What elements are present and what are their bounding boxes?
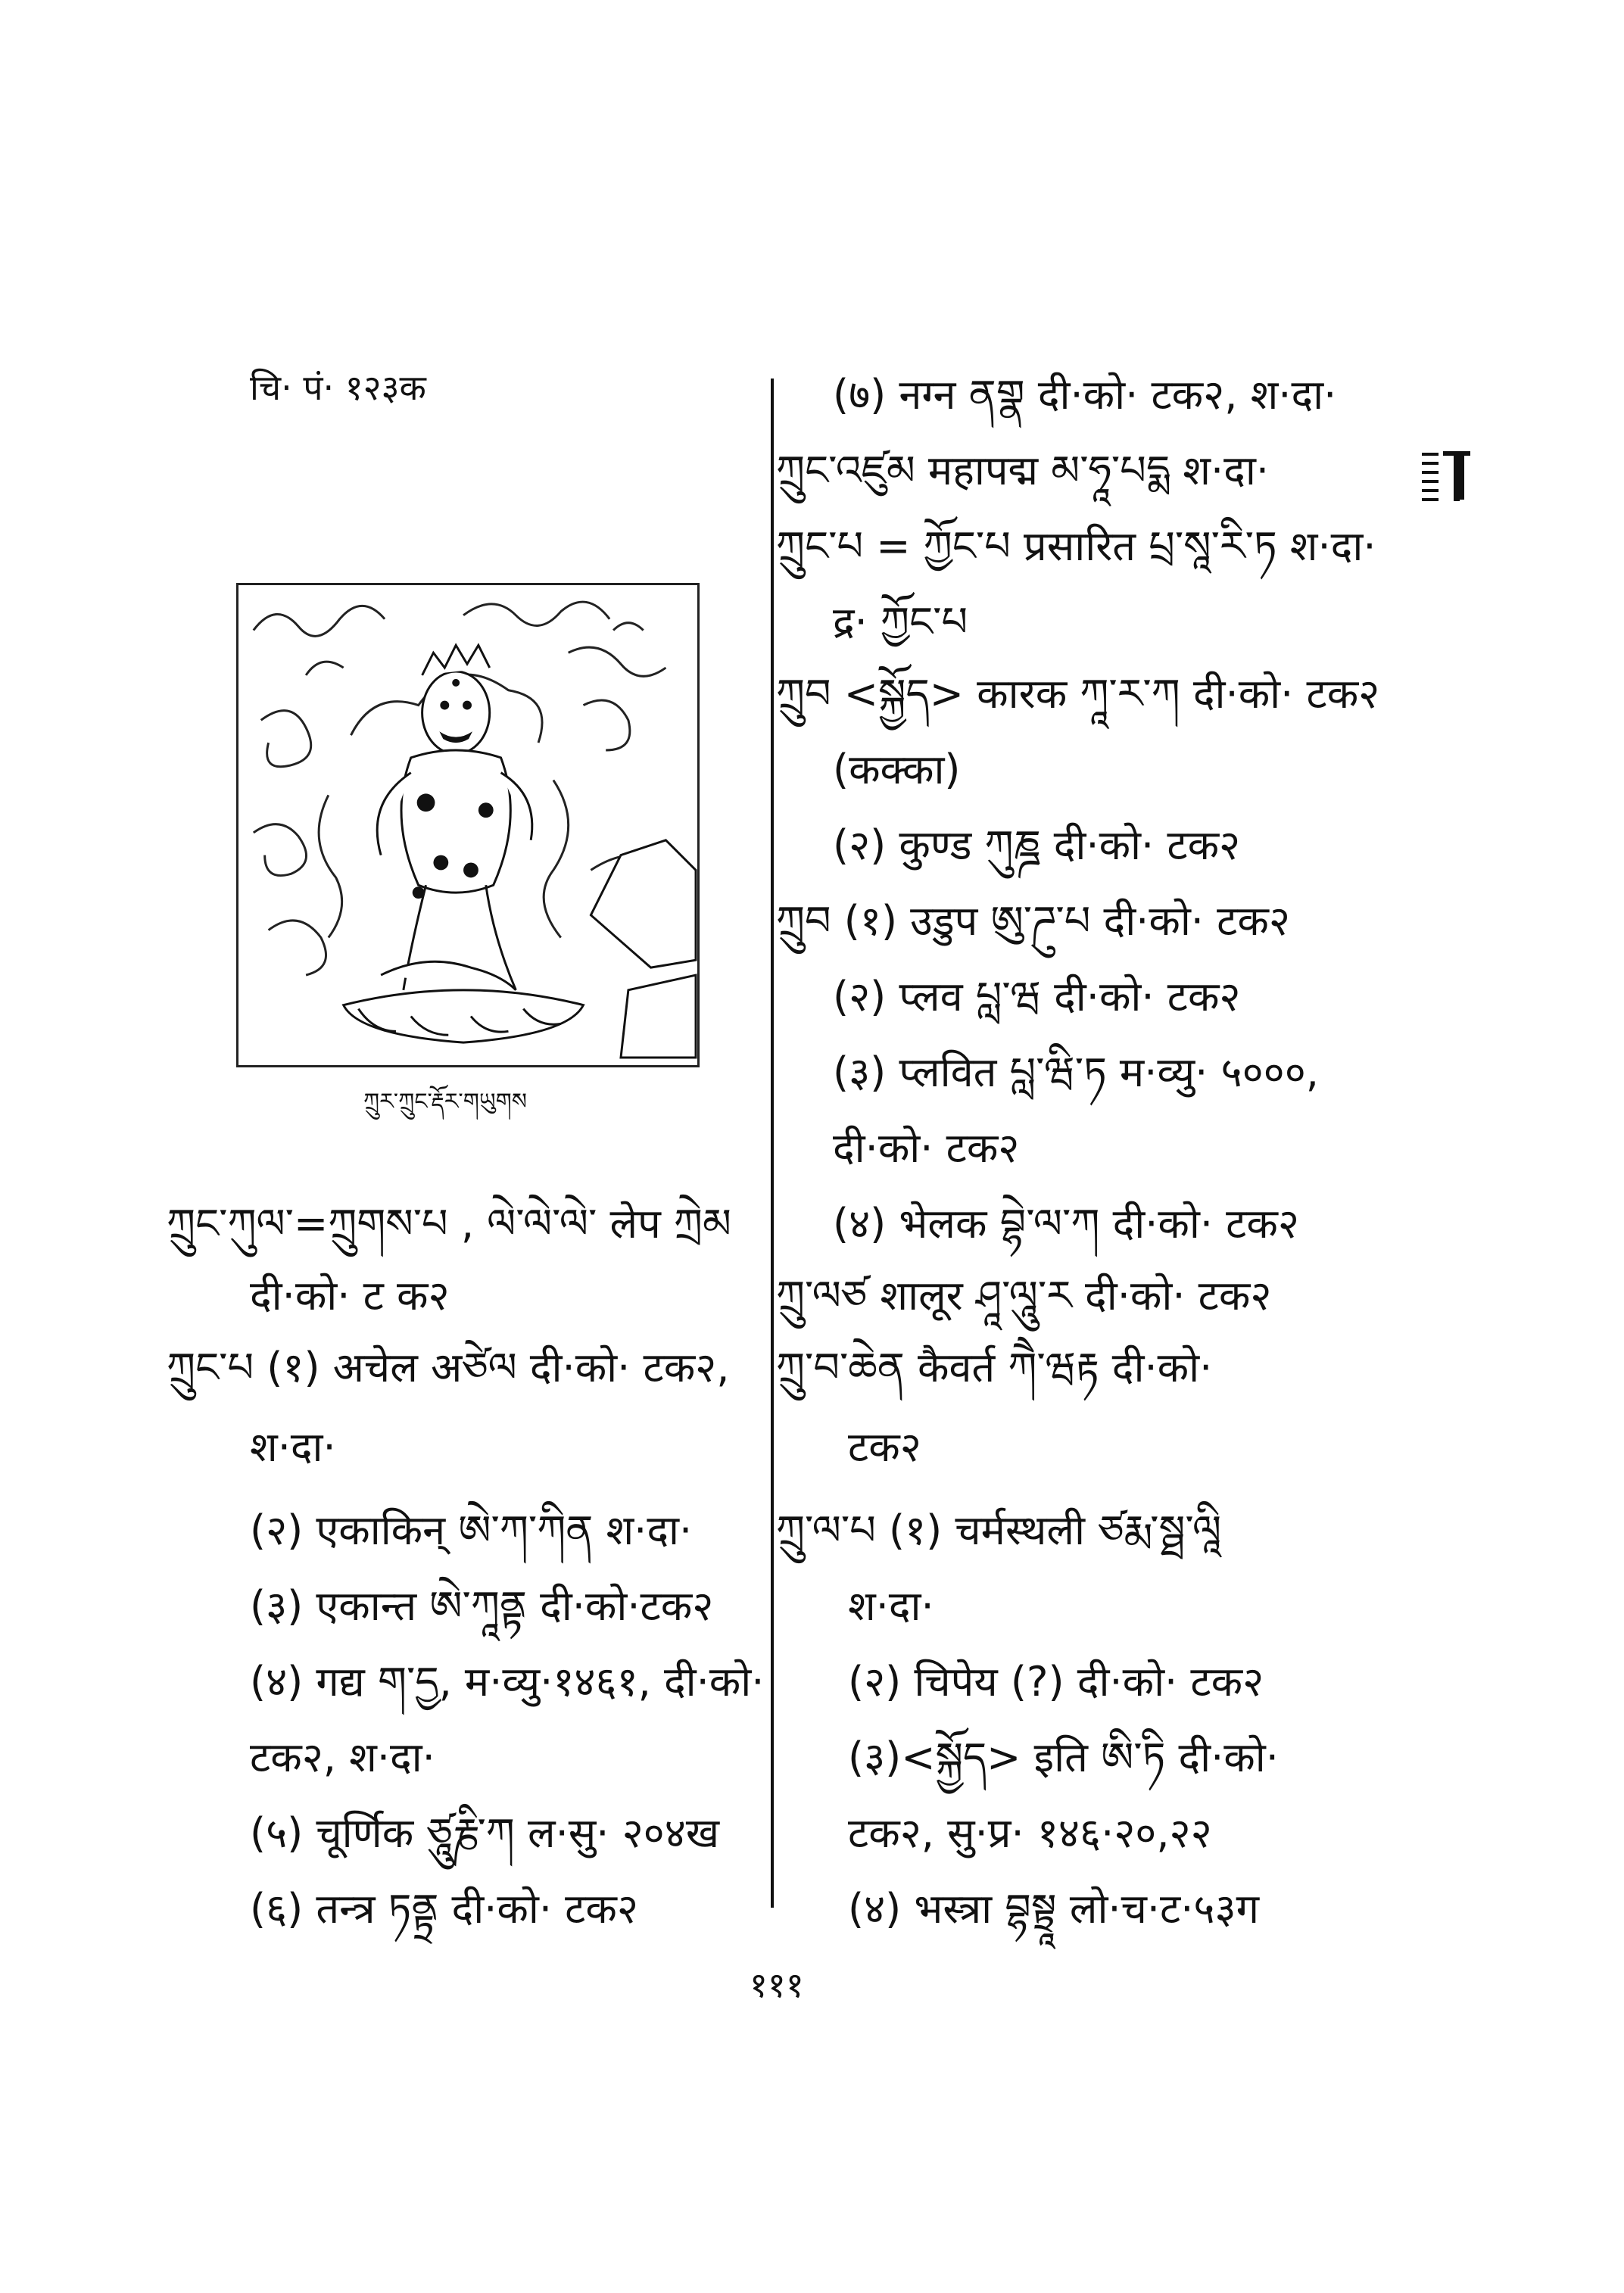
left-line-8: टक२, श·दा· <box>250 1734 435 1781</box>
right-line-20: टक२, सु·प्र· १४६·२०,२२ <box>848 1809 1212 1857</box>
right-line-11: दी·को· टक२ <box>833 1124 1020 1172</box>
right-line-1: (७) नग्न ནགྣ दी·को· टक२, श·दा· <box>833 371 1337 419</box>
deity-illustration <box>236 583 700 1067</box>
right-line-14: ཀྲུ་བ་ཆེན कैवर्त ཀཻ་ཝརྟ दी·को· <box>776 1344 1213 1391</box>
left-line-10: (६) तन्त्र ཏནྟྲ दी·को· टक२ <box>250 1885 638 1933</box>
left-line-6: (३) एकान्त ཨེ་ཀཱནྟ दी·को·टक२ <box>250 1582 714 1630</box>
right-line-9: (२) प्लव པླ་ཝ दी·को· टक२ <box>833 973 1241 1020</box>
right-line-7: (२) कुण्ड ཀུཎྜ दी·को· टक२ <box>833 821 1241 869</box>
left-line-3: ཀྲུང་པ (१) अचेल अཙེལ दी·को· टक२, <box>167 1344 730 1391</box>
right-line-18: (२) चिपेय (?) दी·को· टक२ <box>848 1658 1264 1706</box>
right-line-19: (३)<སྐྱོད> इति ཨི་ཏི दी·को· <box>848 1734 1279 1781</box>
right-line-17: श·दा· <box>848 1582 934 1630</box>
left-line-1: ཀྲུང་ཀུལ་=ཀྲུགས་པ , ལེ་ལེ་ལེ་ लेप ཀྲེམ <box>167 1200 731 1248</box>
right-line-8: ཀྲུབ (१) उडुप ཨུ་ཌུ་པ दी·को· टक२ <box>776 897 1290 945</box>
right-line-6: (कक्का) <box>833 746 961 793</box>
left-line-4: श·दा· <box>250 1423 336 1471</box>
column-divider <box>771 379 774 1908</box>
left-line-2: दी·को· ट क२ <box>250 1272 450 1319</box>
right-line-15: टक२ <box>848 1423 921 1471</box>
left-line-5: (२) एकाकिन् ཨེ་ཀ་ཀིན श·दा· <box>250 1506 693 1554</box>
right-line-5: ཀྲུབ <སྐྱོད> कारक ཀཱ་ར་ཀ दी·को· टक२ <box>776 670 1380 718</box>
left-line-7: (४) गद्य ག་དྱ, म·व्यु·१४६१, दी·को· <box>250 1658 765 1706</box>
page-number: १११ <box>750 1964 804 2005</box>
figure-label: चि· पं· १२३क <box>250 367 426 408</box>
deity-illustration-drawing <box>238 585 697 1065</box>
left-line-9: (५) चूर्णिक ཙཱུརྞི་ཀ ल·सु· २०४ख <box>250 1809 720 1857</box>
figure-caption: ཀྲུར་ཀྲུང་རྡོར་གཡུགས <box>363 1089 527 1115</box>
right-line-21: (४) भस्त्रा བྷསྟྲཱ लो·च·ट·५३ग <box>848 1885 1259 1933</box>
right-line-10: (३) प्लवित པླ་ཝི་ཏ म·व्यु· ५०००, <box>833 1048 1319 1096</box>
section-tab-mark <box>1422 447 1475 507</box>
right-line-4: द्र· ཀྱོང་པ <box>833 598 968 646</box>
right-line-13: ཀྲུ་ལཙ शालूर ཤཱ་ལཱུ་ར दी·को· टक२ <box>776 1272 1272 1319</box>
right-line-2: ཀྲུང་འཛུམ महापद्म མ་ཧཱ་པདྨ श·दा· <box>776 447 1269 494</box>
right-line-12: (४) भेलक བྷེ་ལ་ཀ दी·को· टक२ <box>833 1200 1299 1248</box>
right-line-3: ཀྲུང་པ = ཀྱོང་པ प्रसारित པྲ་སཱ་རི་ཏ श·दा· <box>776 522 1376 570</box>
right-line-16: ཀྲུ་ལ་པ (१) चर्मस्थली ཙརྨ་སྠ་ལཱི <box>776 1506 1222 1554</box>
